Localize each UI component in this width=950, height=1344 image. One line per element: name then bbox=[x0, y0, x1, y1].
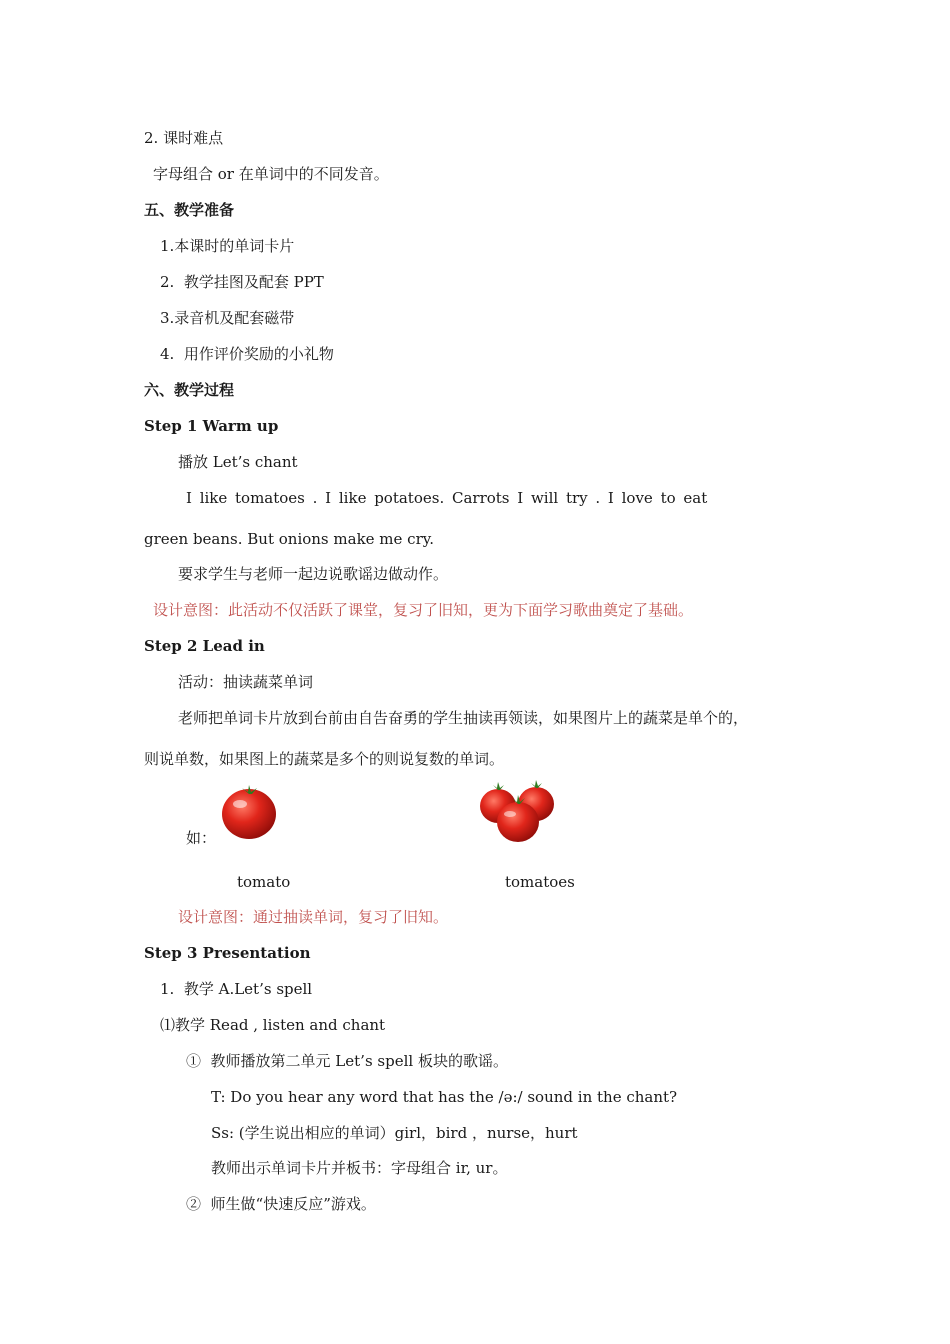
list-item: 1. 教学 A.Let’s spell bbox=[160, 980, 313, 998]
text-line: 播放 Let’s chant bbox=[178, 453, 298, 471]
text-line: 如： bbox=[186, 829, 217, 847]
step-heading: Step 1 Warm up bbox=[144, 417, 279, 435]
tomato-image bbox=[218, 782, 280, 842]
text-line: 则说单数，如果图上的蔬菜是多个的则说复数的单词。 bbox=[144, 750, 505, 768]
section-heading: 五、教学准备 bbox=[144, 201, 235, 219]
text-line: T: Do you hear any word that has the /ə:/ sound in the chant? bbox=[211, 1088, 678, 1106]
design-note: 设计意图：通过抽读单词，复习了旧知。 bbox=[178, 908, 449, 926]
text-line: 活动：抽读蔬菜单词 bbox=[178, 673, 314, 691]
text-line: 要求学生与老师一起边说歌谣边做动作。 bbox=[178, 565, 449, 583]
text-line: ⑴教学 Read , listen and chant bbox=[160, 1016, 386, 1034]
list-item: 1.本课时的单词卡片 bbox=[160, 237, 295, 255]
image-caption: tomatoes bbox=[505, 873, 575, 891]
tomatoes-image bbox=[478, 780, 558, 844]
text-line: 教师出示单词卡片并板书：字母组合 ir, ur。 bbox=[211, 1159, 508, 1177]
text-line: 老师把单词卡片放到台前由自告奋勇的学生抽读再领读，如果图片上的蔬菜是单个的， bbox=[178, 709, 749, 727]
list-item: 2. 教学挂图及配套 PPT bbox=[160, 273, 324, 291]
design-note: 设计意图：此活动不仅活跃了课堂，复习了旧知，更为下面学习歌曲奠定了基础。 bbox=[153, 601, 694, 619]
list-item: 4. 用作评价奖励的小礼物 bbox=[160, 345, 334, 363]
text-line: Ss: (学生说出相应的单词）girl，bird ，nurse，hurt bbox=[211, 1124, 578, 1142]
list-item: 3.录音机及配套磁带 bbox=[160, 309, 295, 327]
section-heading: 六、教学过程 bbox=[144, 381, 235, 399]
text-line: 字母组合 or 在单词中的不同发音。 bbox=[153, 165, 389, 183]
text-line: ② 师生做“快速反应”游戏。 bbox=[186, 1195, 376, 1213]
text-line: 2. 课时难点 bbox=[144, 129, 224, 147]
text-line: ① 教师播放第二单元 Let’s spell 板块的歌谣。 bbox=[186, 1052, 508, 1070]
chant-line: green beans. But onions make me cry. bbox=[144, 530, 434, 548]
step-heading: Step 2 Lead in bbox=[144, 637, 265, 655]
image-caption: tomato bbox=[237, 873, 291, 891]
chant-line: I like tomatoes . I like potatoes. Carrots I will try . I love to eat bbox=[186, 489, 708, 507]
step-heading: Step 3 Presentation bbox=[144, 944, 311, 962]
